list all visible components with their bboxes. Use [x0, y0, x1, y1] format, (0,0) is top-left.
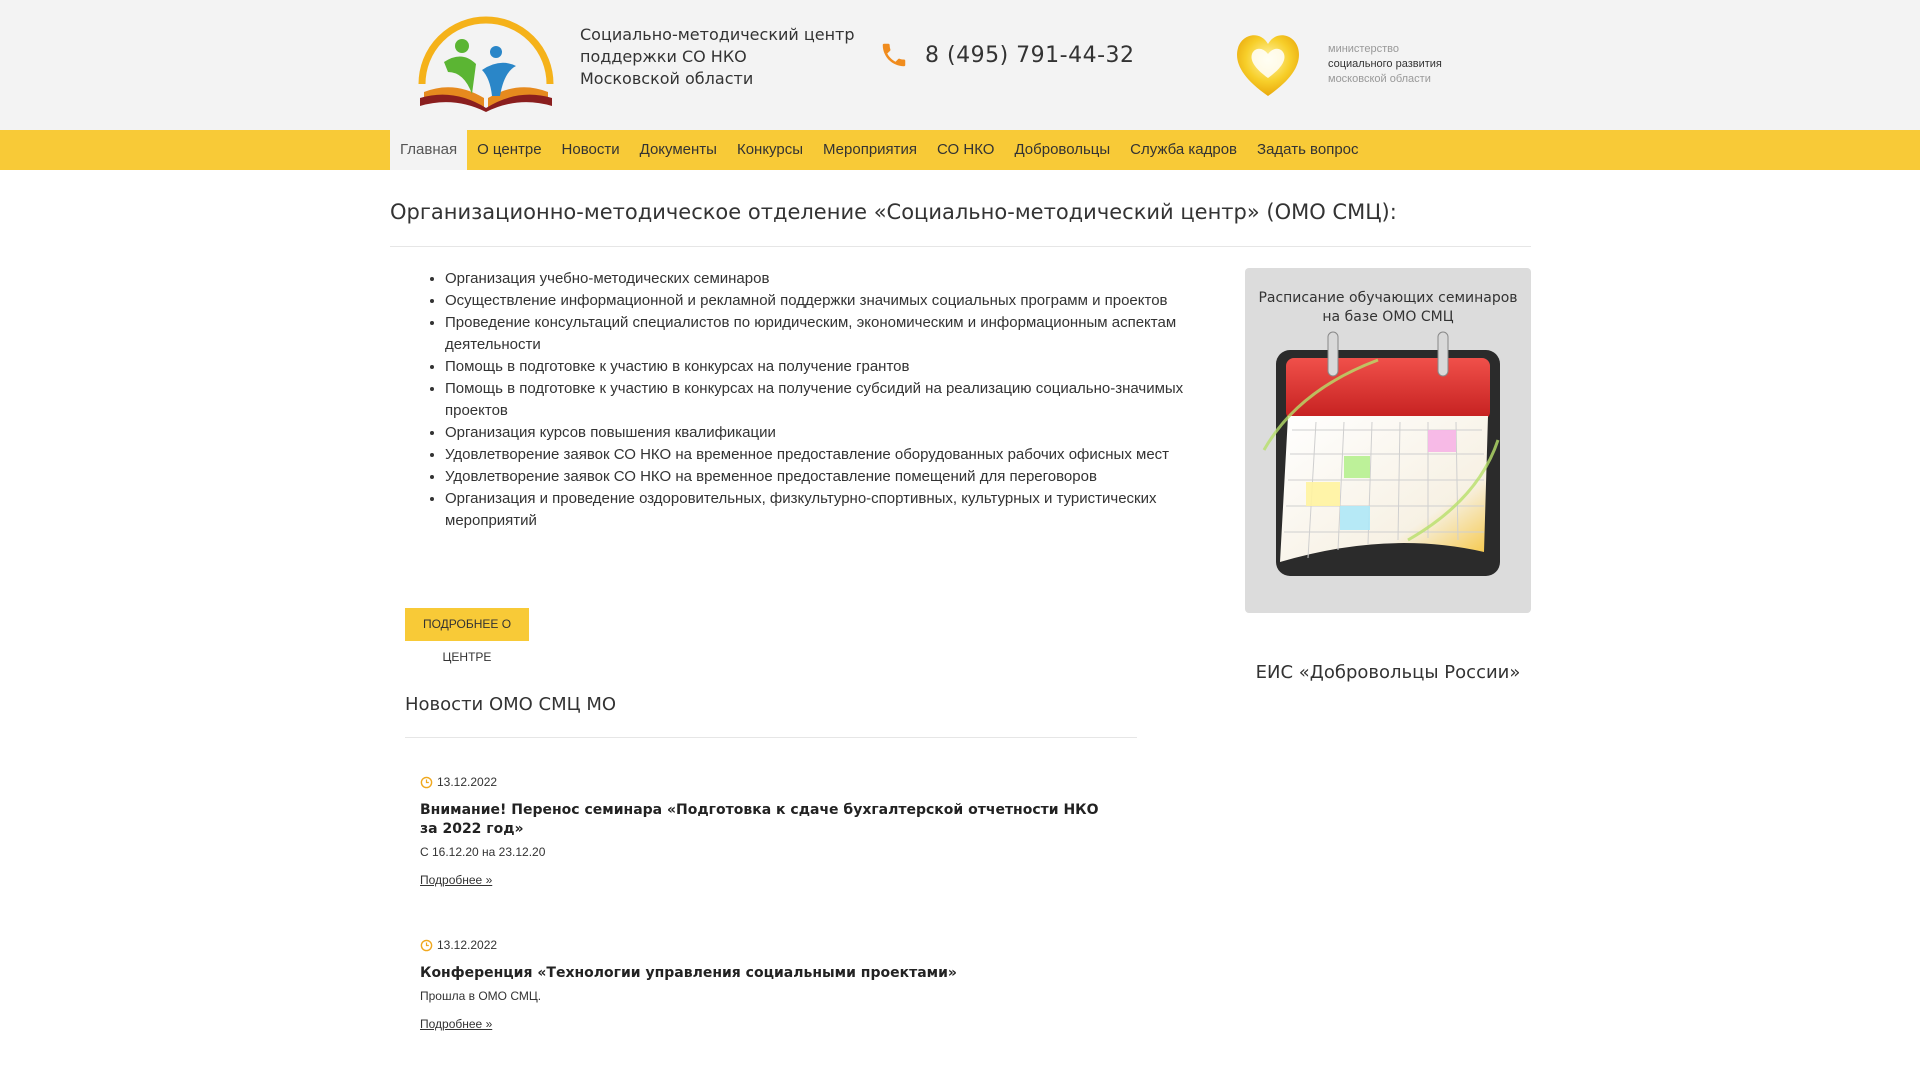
- main-nav: [0, 130, 1920, 170]
- list-item: • Помощь в подготовке к участию в конкурсах на получение грантов: [445, 356, 1195, 378]
- volunteers-russia-link[interactable]: ЕИС «Добровольцы России»: [1255, 662, 1521, 683]
- seminar-schedule-title: [1245, 289, 1531, 327]
- nav-item-volunteers[interactable]: Добровольцы: [1014, 141, 1111, 158]
- news-headline[interactable]: Внимание! Перенос семинара «Подготовка к сдаче бухгалтерской отчетности НКО за 2022 год»: [420, 802, 1099, 837]
- news-read-more-link[interactable]: Подробнее »: [420, 1017, 493, 1031]
- more-about-center-button[interactable]: ПОДРОБНЕЕ О ЦЕНТРЕ: [405, 608, 529, 641]
- phone-number[interactable]: 8 (495) 791-44-32: [925, 42, 1135, 68]
- calendar-icon: [1258, 330, 1518, 590]
- list-item: • Проведение консультаций специалистов по юридическим, экономическим и информационным аспектам деятельности: [445, 312, 1195, 356]
- nav-item-home[interactable]: Главная: [390, 130, 467, 170]
- nav-item-news[interactable]: Новости: [561, 141, 620, 158]
- news-summary: Прошла в ОМО СМЦ.: [420, 989, 542, 1003]
- nav-item-about[interactable]: О центре: [477, 141, 542, 158]
- news-section-title: Новости ОМО СМЦ МО: [405, 694, 617, 715]
- clock-icon: [420, 939, 433, 952]
- news-divider: [405, 737, 1137, 738]
- ministry-line-1: министерство: [1328, 43, 1399, 55]
- news-date: [420, 936, 1120, 954]
- seminar-schedule-banner[interactable]: [1245, 268, 1531, 613]
- nav-item-so-nko[interactable]: СО НКО: [937, 141, 995, 158]
- org-name-line-1: Социально-методический центр: [580, 25, 855, 44]
- seminar-schedule-title-line-1: Расписание обучающих семинаров: [1258, 290, 1518, 306]
- nav-list: [390, 130, 1531, 170]
- ministry-heart-icon: [1232, 28, 1304, 100]
- list-item: • Помощь в подготовке к участию в конкурсах на получение субсидий на реализацию социально-значимых проектов: [445, 378, 1195, 422]
- news-item: [420, 936, 1120, 1033]
- news-read-more-link[interactable]: Подробнее »: [420, 873, 493, 887]
- page-title: Организационно-методическое отделение «Социально-методический центр» (ОМО СМЦ):: [390, 200, 1397, 224]
- logo[interactable]: [404, 12, 568, 114]
- news-headline[interactable]: Конференция «Технологии управления социальными проектами»: [420, 965, 957, 981]
- clock-icon: [420, 776, 433, 789]
- nav-item-documents[interactable]: Документы: [639, 141, 717, 158]
- services-list: [400, 268, 1195, 532]
- list-item: • Удовлетворение заявок СО НКО на временное предоставление оборудованных рабочих офисных мест: [445, 444, 1195, 466]
- nav-item-ask[interactable]: Задать вопрос: [1257, 141, 1359, 158]
- nav-item-events[interactable]: Мероприятия: [823, 141, 918, 158]
- org-name[interactable]: [580, 24, 855, 90]
- phone-block: [879, 40, 1135, 70]
- nav-inner: [390, 130, 1531, 170]
- ministry-line-3: московской области: [1328, 73, 1431, 85]
- news-date-text: 13.12.2022: [437, 775, 498, 789]
- news-item: [420, 773, 1120, 889]
- nav-item-contests[interactable]: Конкурсы: [736, 141, 804, 158]
- news-summary: С 16.12.20 на 23.12.20: [420, 845, 546, 859]
- org-name-line-2: поддержки СО НКО: [580, 47, 747, 66]
- phone-icon: [879, 40, 909, 70]
- nav-item-hr[interactable]: Служба кадров: [1130, 141, 1238, 158]
- ministry-line-2: социального развития: [1328, 58, 1442, 70]
- news-date-text: 13.12.2022: [437, 938, 498, 952]
- list-item: • Организация курсов повышения квалификации: [445, 422, 1195, 444]
- title-divider: [390, 246, 1531, 247]
- list-item: • Организация и проведение оздоровительных, физкультурно-спортивных, культурных и туристических мероприятий: [445, 488, 1195, 532]
- news-date: [420, 773, 1120, 791]
- site-header: [0, 0, 1920, 130]
- list-item: • Осуществление информационной и рекламной поддержки значимых социальных программ и проектов: [445, 290, 1195, 312]
- ministry-logo-block[interactable]: [1232, 28, 1442, 100]
- list-item: • Удовлетворение заявок СО НКО на временное предоставление помещений для переговоров: [445, 466, 1195, 488]
- org-name-line-3: Московской области: [580, 69, 754, 88]
- ministry-name: [1328, 42, 1442, 87]
- list-item: • Организация учебно-методических семинаров: [445, 268, 1195, 290]
- seminar-schedule-title-line-2: на базе ОМО СМЦ: [1322, 309, 1454, 325]
